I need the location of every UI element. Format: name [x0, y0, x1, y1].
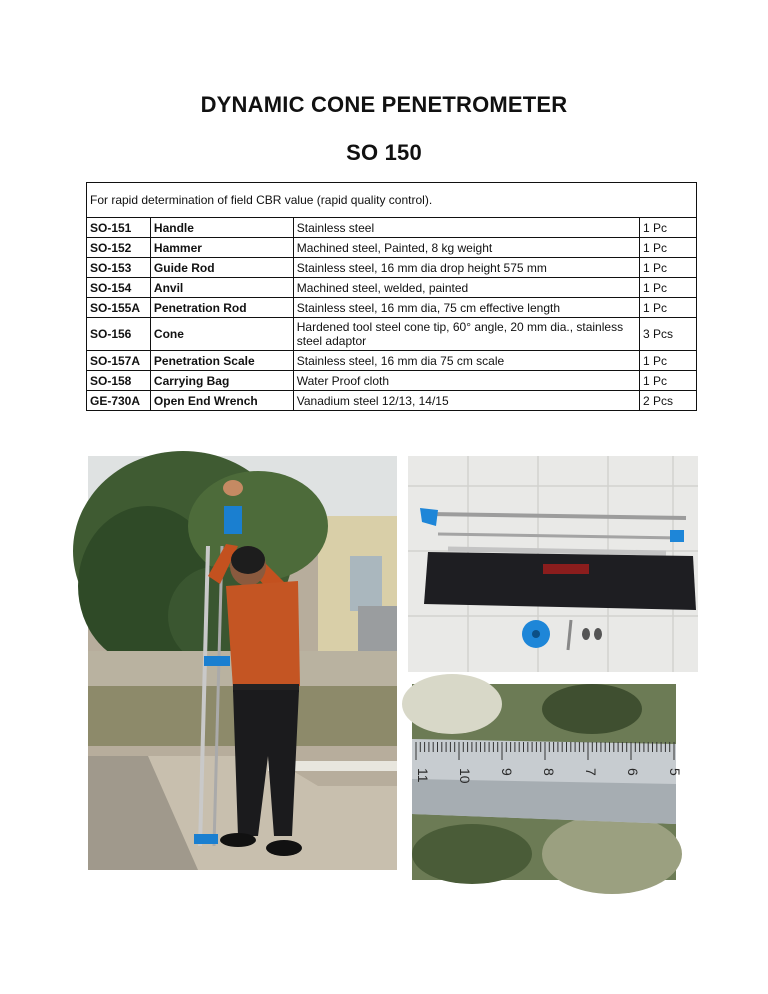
- scale-number: 11: [415, 768, 431, 783]
- item-name: Carrying Bag: [150, 371, 293, 391]
- item-code: SO-158: [87, 371, 151, 391]
- item-code: SO-156: [87, 318, 151, 351]
- photo-field-test: [88, 456, 397, 870]
- scale-number: 8: [541, 768, 557, 776]
- item-qty: 1 Pc: [640, 351, 697, 371]
- item-qty: 1 Pc: [640, 278, 697, 298]
- item-code: SO-153: [87, 258, 151, 278]
- item-row: [87, 371, 697, 391]
- item-spec: Stainless steel, 16 mm dia 75 cm scale: [293, 351, 639, 371]
- document-title: DYNAMIC CONE PENETROMETER: [200, 92, 568, 117]
- item-row: [87, 391, 697, 411]
- item-name: Cone: [150, 318, 293, 351]
- item-code: SO-151: [87, 218, 151, 238]
- model-number: SO 150: [346, 140, 422, 165]
- item-name: Penetration Rod: [150, 298, 293, 318]
- item-spec: Water Proof cloth: [293, 371, 639, 391]
- item-code: SO-154: [87, 278, 151, 298]
- item-qty: 1 Pc: [640, 218, 697, 238]
- scale-number: 10: [457, 768, 473, 784]
- item-row: [87, 238, 697, 258]
- item-row: [87, 351, 697, 371]
- scale-number: 7: [583, 768, 599, 776]
- item-qty: 2 Pcs: [640, 391, 697, 411]
- item-row: [87, 298, 697, 318]
- description-row: [87, 183, 697, 218]
- item-row: [87, 278, 697, 298]
- item-qty: 3 Pcs: [640, 318, 697, 351]
- item-spec: Vanadium steel 12/13, 14/15: [293, 391, 639, 411]
- item-spec: Hardened tool steel cone tip, 60° angle, 20 mm dia., stainless steel adaptor: [293, 318, 639, 351]
- item-name: Handle: [150, 218, 293, 238]
- scale-number: 6: [625, 768, 641, 776]
- photo-penetration-scale: [412, 684, 683, 880]
- item-code: SO-155A: [87, 298, 151, 318]
- spec-table: [86, 182, 697, 411]
- photo-kit-components: [408, 456, 698, 672]
- item-name: Open End Wrench: [150, 391, 293, 411]
- description-text: For rapid determination of field CBR value (rapid quality control).: [87, 183, 697, 218]
- item-qty: 1 Pc: [640, 238, 697, 258]
- item-row: [87, 218, 697, 238]
- item-name: Guide Rod: [150, 258, 293, 278]
- scale-number: 9: [499, 768, 515, 776]
- item-spec: Stainless steel: [293, 218, 639, 238]
- item-code: GE-730A: [87, 391, 151, 411]
- item-spec: Stainless steel, 16 mm dia drop height 575 mm: [293, 258, 639, 278]
- item-spec: Machined steel, Painted, 8 kg weight: [293, 238, 639, 258]
- item-qty: 1 Pc: [640, 298, 697, 318]
- item-name: Penetration Scale: [150, 351, 293, 371]
- item-code: SO-152: [87, 238, 151, 258]
- item-name: Anvil: [150, 278, 293, 298]
- item-spec: Machined steel, welded, painted: [293, 278, 639, 298]
- item-qty: 1 Pc: [640, 371, 697, 391]
- scale-number: 5: [667, 768, 683, 776]
- item-row: [87, 258, 697, 278]
- item-qty: 1 Pc: [640, 258, 697, 278]
- item-spec: Stainless steel, 16 mm dia, 75 cm effective length: [293, 298, 639, 318]
- item-code: SO-157A: [87, 351, 151, 371]
- item-name: Hammer: [150, 238, 293, 258]
- item-row: [87, 318, 697, 351]
